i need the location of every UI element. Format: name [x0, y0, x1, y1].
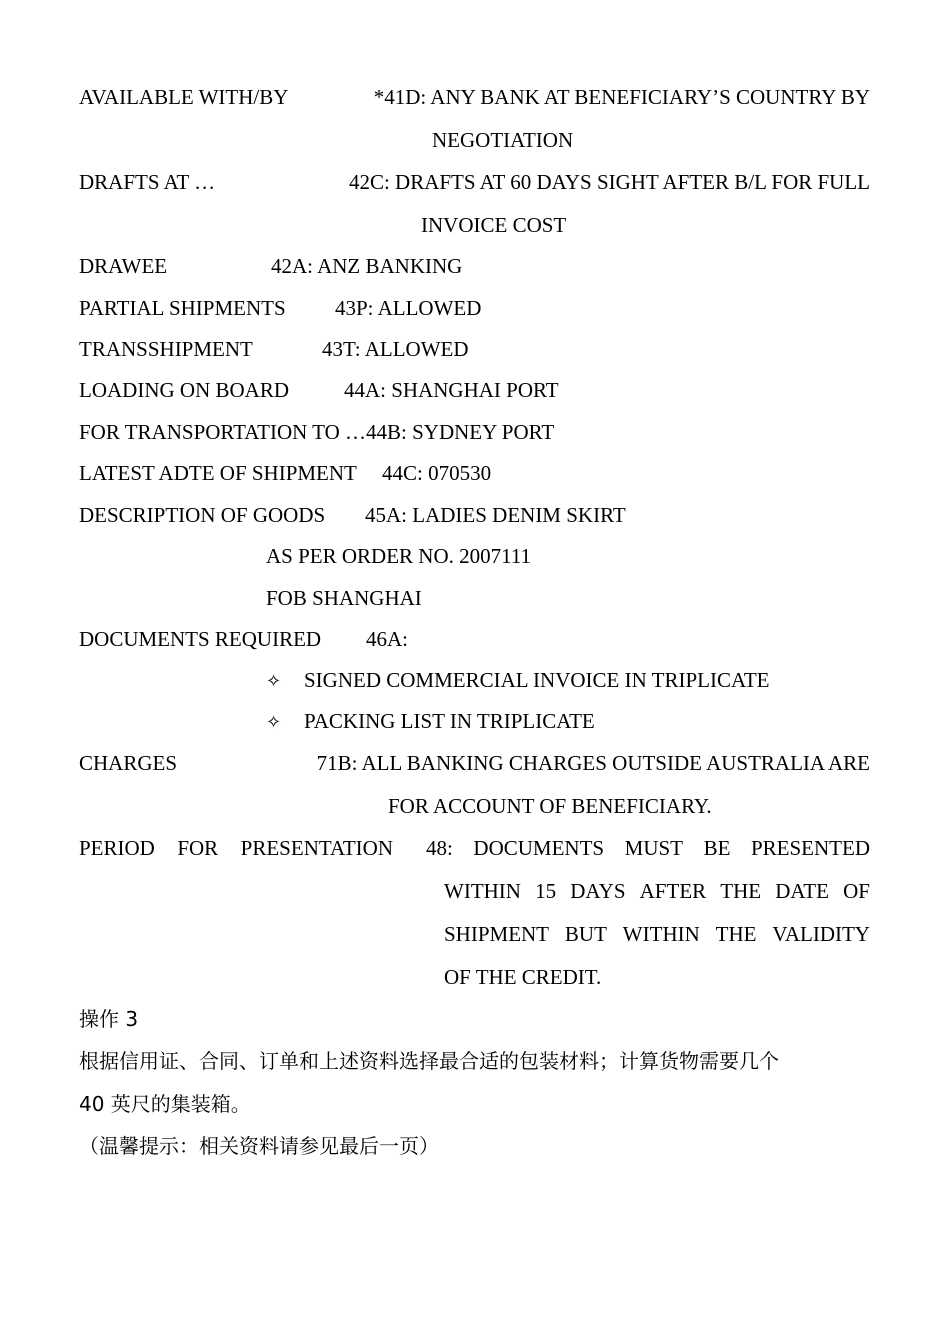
period-word: WITHIN: [444, 879, 521, 903]
goods-value: 45A: LADIES DENIM SKIRT: [365, 503, 626, 527]
available-label: AVAILABLE WITH/BY: [79, 85, 289, 109]
period-label-word: PRESENTATION: [240, 836, 393, 860]
period-word: WITHIN: [622, 922, 700, 946]
period-word: BUT: [564, 922, 607, 946]
period-word: DATE: [775, 879, 829, 903]
period-label-word: FOR: [177, 836, 219, 860]
document-item-label: PACKING LIST IN TRIPLICATE: [304, 709, 595, 733]
diamond-bullet-icon: ✧: [266, 712, 282, 733]
goods-order-line: AS PER ORDER NO. 2007111: [266, 544, 532, 568]
period-value-word: PRESENTED: [750, 836, 870, 860]
partial-shipments-value: 43P: ALLOWED: [335, 296, 482, 320]
available-value: *41D: ANY BANK AT BENEFICIARY’S COUNTRY BY: [373, 85, 870, 109]
period-value-word: 48:: [426, 836, 453, 860]
latest-date-label: LATEST ADTE OF SHIPMENT: [79, 461, 357, 485]
drafts-value: 42C: DRAFTS AT 60 DAYS SIGHT AFTER B/L FOR FULL: [348, 170, 870, 194]
drafts-continuation: INVOICE COST: [421, 213, 567, 237]
period-continuation-3: OF THE CREDIT.: [444, 965, 602, 989]
operation-instruction-line2: 40 英尺的集装箱。: [79, 1092, 251, 1116]
period-word: THE: [715, 922, 757, 946]
period-value: [426, 834, 870, 862]
period-continuation-2: [444, 920, 870, 948]
period-value-word: MUST: [624, 836, 684, 860]
period-word: VALIDITY: [772, 922, 870, 946]
period-word: DAYS: [570, 879, 626, 903]
transportation-line: FOR TRANSPORTATION TO …44B: SYDNEY PORT: [79, 420, 555, 444]
drawee-value: 42A: ANZ BANKING: [271, 254, 463, 278]
period-word: 15: [535, 879, 557, 903]
list-item: [266, 666, 770, 694]
period-label: [79, 834, 393, 862]
drafts-label: DRAFTS AT …: [79, 170, 216, 194]
operation-instruction-line1: 根据信用证、合同、订单和上述资料选择最合适的包装材料；计算货物需要几个: [79, 1049, 779, 1073]
period-value-word: DOCUMENTS: [473, 836, 605, 860]
period-continuation-1: [444, 877, 870, 905]
transshipment-value: 43T: ALLOWED: [322, 337, 469, 361]
goods-terms-line: FOB SHANGHAI: [266, 586, 422, 610]
period-word: SHIPMENT: [444, 922, 550, 946]
transshipment-label: TRANSSHIPMENT: [79, 337, 253, 361]
operation-title: 操作 3: [79, 1007, 139, 1031]
period-word: OF: [843, 879, 870, 903]
period-label-word: PERIOD: [79, 836, 155, 860]
charges-continuation: FOR ACCOUNT OF BENEFICIARY.: [388, 794, 712, 818]
latest-date-value: 44C: 070530: [382, 461, 492, 485]
documents-value: 46A:: [366, 627, 408, 651]
partial-shipments-label: PARTIAL SHIPMENTS: [79, 296, 286, 320]
period-value-word: BE: [703, 836, 731, 860]
loading-value: 44A: SHANGHAI PORT: [344, 378, 559, 402]
loading-label: LOADING ON BOARD: [79, 378, 289, 402]
document-item-label: SIGNED COMMERCIAL INVOICE IN TRIPLICATE: [304, 668, 770, 692]
operation-hint: （温馨提示：相关资料请参见最后一页）: [79, 1134, 439, 1158]
drawee-label: DRAWEE: [79, 254, 168, 278]
available-continuation: NEGOTIATION: [432, 128, 574, 152]
charges-label: CHARGES: [79, 751, 178, 775]
period-word: THE: [720, 879, 762, 903]
charges-value: 71B: ALL BANKING CHARGES OUTSIDE AUSTRALIA ARE: [316, 751, 870, 775]
goods-label: DESCRIPTION OF GOODS: [79, 503, 326, 527]
diamond-bullet-icon: ✧: [266, 671, 282, 692]
list-item: [266, 707, 595, 735]
period-word: AFTER: [639, 879, 707, 903]
documents-label: DOCUMENTS REQUIRED: [79, 627, 322, 651]
